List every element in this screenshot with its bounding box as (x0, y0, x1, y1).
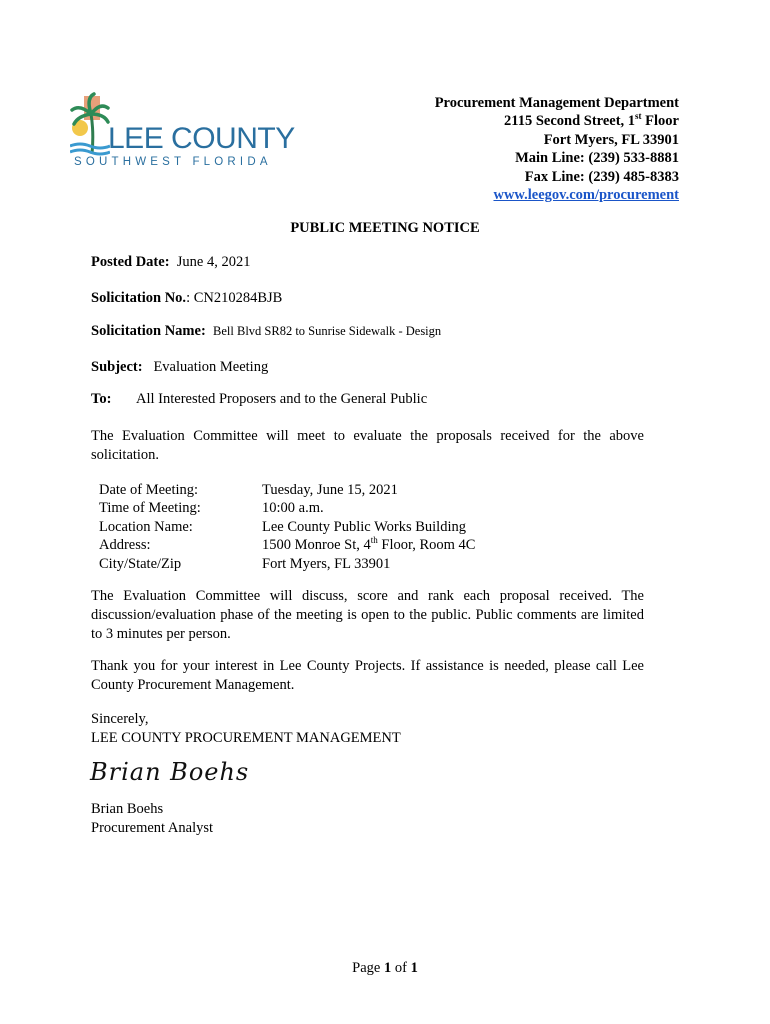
closing-organization: LEE COUNTY PROCUREMENT MANAGEMENT (91, 730, 401, 746)
closing-salutation: Sincerely, (91, 711, 149, 727)
page-number: Page 1 of 1 (352, 960, 418, 976)
meeting-address-row: Address: 1500 Monroe St, 4th Floor, Room 4C (99, 535, 476, 554)
street-address: 2115 Second Street, 1st Floor (504, 111, 679, 130)
signature: Brian Boehs (90, 758, 250, 786)
signer-title: Procurement Analyst (91, 820, 214, 836)
signer-name: Brian Boehs (91, 801, 164, 817)
meeting-city-row: City/State/Zip Fort Myers, FL 33901 (99, 555, 391, 572)
meeting-date-row: Date of Meeting: Tuesday, June 15, 2021 (99, 482, 398, 498)
meeting-time-row: Time of Meeting: 10:00 a.m. (99, 500, 324, 517)
discussion-paragraph: The Evaluation Committee will discuss, score and rank each proposal received. The discussion/evaluation phase of the meeting is open to the public. Public comments are limited to 3 minutes per person. (91, 588, 644, 642)
recipients: To: All Interested Proposers and to the General Public (91, 391, 428, 407)
main-phone: Main Line: (239) 533-8881 (515, 150, 679, 167)
city-line: Fort Myers, FL 33901 (543, 131, 679, 148)
lee-county-logo (70, 92, 295, 174)
palm-tree-icon (70, 92, 110, 156)
meeting-details (99, 481, 475, 573)
logo-name: LEE COUNTY (108, 122, 295, 155)
website-link[interactable]: www.leegov.com/procurement (493, 187, 679, 204)
fax-line: Fax Line: (239) 485-8383 (524, 168, 679, 185)
department-header (435, 94, 679, 204)
logo-tagline: SOUTHWEST FLORIDA (74, 156, 272, 168)
meeting-location-row: Location Name: Lee County Public Works Building (99, 518, 466, 535)
solicitation-number: Solicitation No.: CN210284BJB (91, 290, 283, 306)
subject: Subject: Evaluation Meeting (91, 359, 269, 375)
thanks-paragraph: Thank you for your interest in Lee County Projects. If assistance is needed, please call Lee County Procurement Management. (91, 658, 644, 693)
department-name: Procurement Management Department (434, 95, 679, 111)
notice-title: PUBLIC MEETING NOTICE (290, 220, 480, 236)
intro-paragraph: The Evaluation Committee will meet to evaluate the proposals received for the above solicitation. (91, 428, 644, 463)
posted-date: Posted Date: June 4, 2021 (91, 254, 251, 270)
solicitation-name: Solicitation Name: Bell Blvd SR82 to Sunrise Sidewalk - Design (91, 323, 442, 339)
